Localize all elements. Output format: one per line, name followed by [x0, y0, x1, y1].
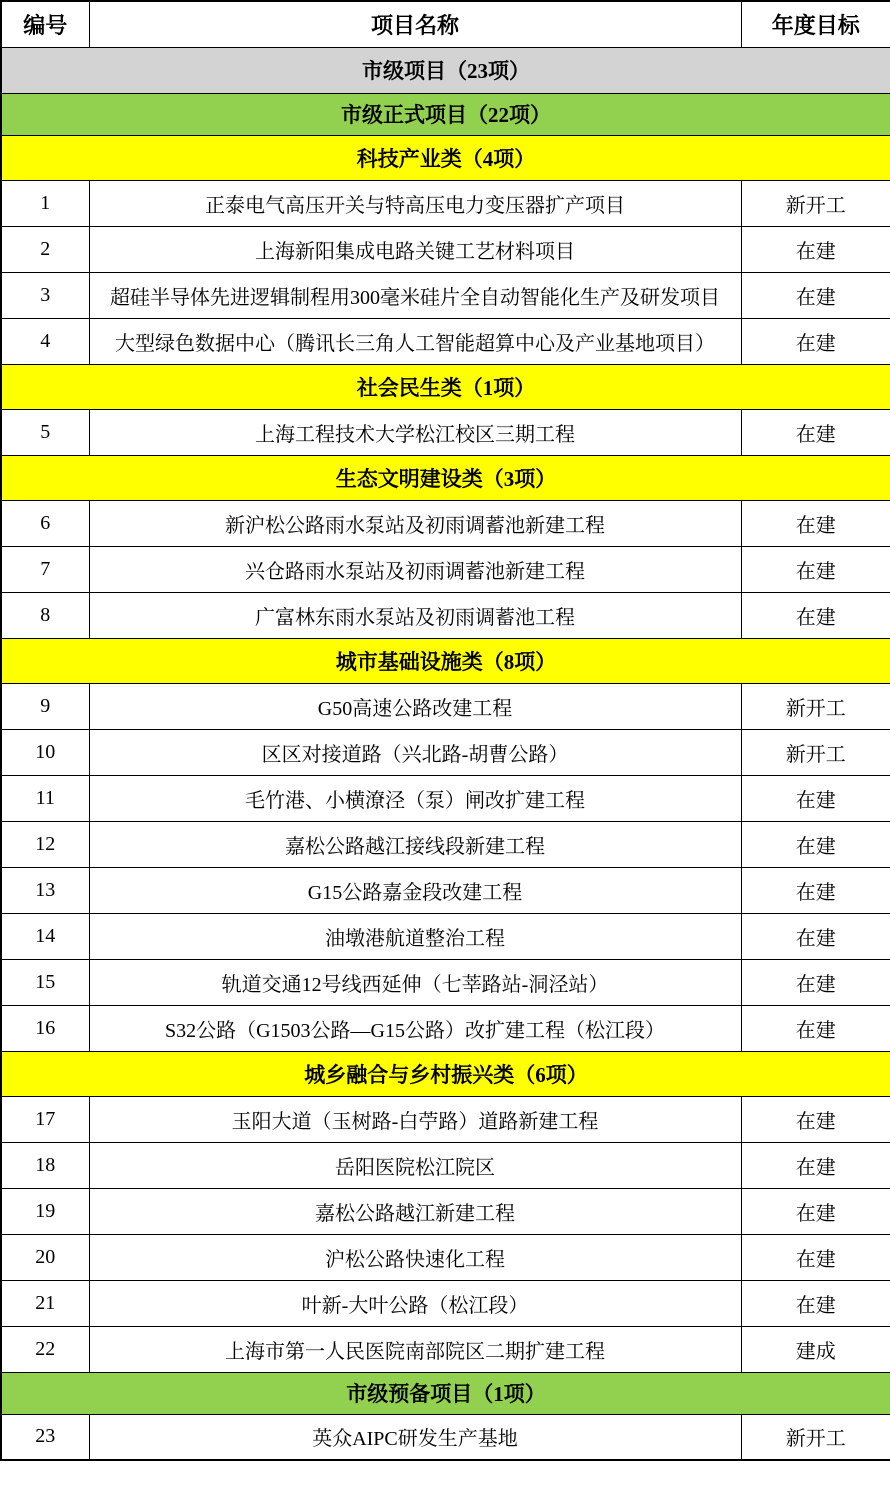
category-row	[1, 455, 890, 500]
project-name-cell: 广富林东雨水泵站及初雨调蓄池工程	[89, 592, 741, 638]
category-label: 城乡融合与乡村振兴类（6项）	[1, 1051, 890, 1096]
project-status-cell: 在建	[741, 592, 890, 638]
project-name-cell: 正泰电气高压开关与特高压电力变压器扩产项目	[89, 180, 741, 226]
category-label: 生态文明建设类（3项）	[1, 455, 890, 500]
project-status-cell: 在建	[741, 1096, 890, 1142]
project-name-cell: 毛竹港、小横潦泾（泵）闸改扩建工程	[89, 775, 741, 821]
project-status-cell: 在建	[741, 1005, 890, 1051]
group-row	[1, 47, 890, 93]
item-row	[1, 546, 890, 592]
project-id-cell: 11	[1, 775, 89, 821]
project-name-cell: G15公路嘉金段改建工程	[89, 867, 741, 913]
project-name-cell: S32公路（G1503公路—G15公路）改扩建工程（松江段）	[89, 1005, 741, 1051]
project-status-cell: 在建	[741, 1280, 890, 1326]
project-id-cell: 21	[1, 1280, 89, 1326]
item-row	[1, 867, 890, 913]
item-row	[1, 1005, 890, 1051]
category-row	[1, 638, 890, 683]
project-name-cell: 上海工程技术大学松江校区三期工程	[89, 409, 741, 455]
project-name-cell: 上海市第一人民医院南部院区二期扩建工程	[89, 1326, 741, 1372]
project-id-cell: 15	[1, 959, 89, 1005]
item-row	[1, 729, 890, 775]
project-status-cell: 在建	[741, 867, 890, 913]
project-name-cell: 区区对接道路（兴北路-胡曹公路）	[89, 729, 741, 775]
project-id-cell: 3	[1, 272, 89, 318]
item-row	[1, 683, 890, 729]
project-id-cell: 17	[1, 1096, 89, 1142]
project-id-cell: 9	[1, 683, 89, 729]
item-row	[1, 226, 890, 272]
project-status-cell: 在建	[741, 1142, 890, 1188]
category-label: 社会民生类（1项）	[1, 364, 890, 409]
project-status-cell: 新开工	[741, 683, 890, 729]
item-row	[1, 592, 890, 638]
project-name-cell: 上海新阳集成电路关键工艺材料项目	[89, 226, 741, 272]
project-name-cell: 大型绿色数据中心（腾讯长三角人工智能超算中心及产业基地项目）	[89, 318, 741, 364]
item-row	[1, 913, 890, 959]
category-row	[1, 135, 890, 180]
project-id-cell: 8	[1, 592, 89, 638]
project-status-cell: 新开工	[741, 1414, 890, 1460]
project-name-cell: 新沪松公路雨水泵站及初雨调蓄池新建工程	[89, 500, 741, 546]
table-body	[1, 47, 890, 1460]
item-row	[1, 1280, 890, 1326]
project-status-cell: 新开工	[741, 729, 890, 775]
project-name-cell: 轨道交通12号线西延伸（七莘路站-洞泾站）	[89, 959, 741, 1005]
project-name-cell: G50高速公路改建工程	[89, 683, 741, 729]
project-status-cell: 在建	[741, 821, 890, 867]
item-row	[1, 1188, 890, 1234]
project-status-cell: 在建	[741, 546, 890, 592]
project-status-cell: 在建	[741, 318, 890, 364]
project-id-cell: 14	[1, 913, 89, 959]
col-header-id: 编号	[1, 1, 89, 47]
project-status-cell: 在建	[741, 500, 890, 546]
project-name-cell: 油墩港航道整治工程	[89, 913, 741, 959]
project-id-cell: 10	[1, 729, 89, 775]
category-label: 城市基础设施类（8项）	[1, 638, 890, 683]
item-row	[1, 1096, 890, 1142]
category-label: 科技产业类（4项）	[1, 135, 890, 180]
group-label: 市级项目（23项）	[1, 47, 890, 93]
category-row	[1, 364, 890, 409]
project-status-cell: 在建	[741, 959, 890, 1005]
project-id-cell: 1	[1, 180, 89, 226]
project-status-cell: 在建	[741, 913, 890, 959]
project-id-cell: 23	[1, 1414, 89, 1460]
project-id-cell: 20	[1, 1234, 89, 1280]
category-row	[1, 1051, 890, 1096]
project-id-cell: 13	[1, 867, 89, 913]
project-name-cell: 玉阳大道（玉树路-白苧路）道路新建工程	[89, 1096, 741, 1142]
project-status-cell: 建成	[741, 1326, 890, 1372]
project-id-cell: 22	[1, 1326, 89, 1372]
item-row	[1, 409, 890, 455]
project-id-cell: 19	[1, 1188, 89, 1234]
subgroup-row	[1, 93, 890, 135]
project-id-cell: 6	[1, 500, 89, 546]
item-row	[1, 1234, 890, 1280]
col-header-target: 年度目标	[741, 1, 890, 47]
project-name-cell: 叶新-大叶公路（松江段）	[89, 1280, 741, 1326]
project-status-cell: 在建	[741, 226, 890, 272]
item-row	[1, 180, 890, 226]
item-row	[1, 1326, 890, 1372]
subgroup-label: 市级预备项目（1项）	[1, 1372, 890, 1414]
project-status-cell: 在建	[741, 775, 890, 821]
project-id-cell: 7	[1, 546, 89, 592]
project-id-cell: 4	[1, 318, 89, 364]
item-row	[1, 821, 890, 867]
item-row	[1, 1414, 890, 1460]
subgroup-row	[1, 1372, 890, 1414]
item-row	[1, 1142, 890, 1188]
project-id-cell: 2	[1, 226, 89, 272]
project-name-cell: 英众AIPC研发生产基地	[89, 1414, 741, 1460]
project-name-cell: 兴仓路雨水泵站及初雨调蓄池新建工程	[89, 546, 741, 592]
project-status-cell: 新开工	[741, 180, 890, 226]
table-header-row	[1, 1, 890, 47]
project-status-cell: 在建	[741, 272, 890, 318]
project-id-cell: 16	[1, 1005, 89, 1051]
item-row	[1, 272, 890, 318]
item-row	[1, 775, 890, 821]
item-row	[1, 500, 890, 546]
subgroup-label: 市级正式项目（22项）	[1, 93, 890, 135]
project-name-cell: 嘉松公路越江接线段新建工程	[89, 821, 741, 867]
project-name-cell: 沪松公路快速化工程	[89, 1234, 741, 1280]
col-header-name: 项目名称	[89, 1, 741, 47]
project-id-cell: 5	[1, 409, 89, 455]
project-name-cell: 岳阳医院松江院区	[89, 1142, 741, 1188]
project-name-cell: 超硅半导体先进逻辑制程用300毫米硅片全自动智能化生产及研发项目	[89, 272, 741, 318]
project-status-cell: 在建	[741, 1234, 890, 1280]
project-id-cell: 18	[1, 1142, 89, 1188]
project-status-cell: 在建	[741, 1188, 890, 1234]
project-id-cell: 12	[1, 821, 89, 867]
item-row	[1, 318, 890, 364]
project-name-cell: 嘉松公路越江新建工程	[89, 1188, 741, 1234]
project-status-cell: 在建	[741, 409, 890, 455]
item-row	[1, 959, 890, 1005]
